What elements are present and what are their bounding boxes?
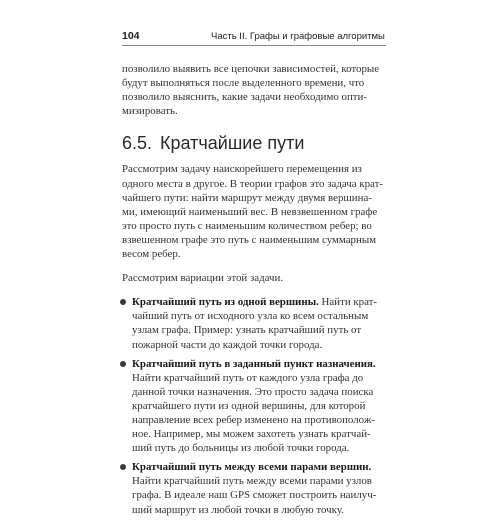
list-item	[122, 357, 386, 456]
section-number: 6.5.	[122, 133, 153, 154]
intro-paragraph: позволило выявить все цепочки зависимостей, которые будут выполняться после выделенного времени, что позволило выяснить, какие задачи необходимо опти- мизировать.	[122, 63, 380, 118]
paragraph-1: Рассмотрим задачу наискорейшего перемещения из одного места в другое. В теории графов это задача крат- чайшего пути: найти маршрут между двумя вершина- ми, имеющий наименьший вес. В невзвешенном графе это просто путь с наименьшим количеством ребер; во взвешенном графе это путь с наименьшим суммарным весом ребер.	[122, 163, 383, 261]
running-head: Часть II. Графы и графовые алгоритмы	[211, 31, 385, 42]
page-number: 104	[122, 30, 140, 42]
bullet-title: Кратчайший путь из одной вершины.	[132, 296, 319, 309]
bullet-text: Найти крат- чайший путь от исходного узла ко всем остальным узлам графа. Пример: узнать кратчайший путь от пожарной части до каждой точки города.	[132, 296, 378, 351]
paragraph-2: Рассмотрим вариации этой задачи.	[122, 272, 284, 285]
bullet-title: Кратчайший путь между всеми парами вершин.	[132, 461, 372, 474]
bullet-icon	[120, 299, 126, 305]
bullet-title: Кратчайший путь в заданный пункт назначения.	[132, 357, 376, 370]
bullet-list	[122, 295, 386, 516]
bullet-text: Найти кратчайший путь от каждого узла графа до данной точки назначения. Это просто задача поиска кратчайшего пути из одной вершины, для которой направление всех ребер изменено на противополож- ное. Например, мы можем захотеть узнать кратчай- ший путь до больницы из любой точки города.	[132, 371, 375, 455]
header-rule	[122, 45, 386, 46]
list-item	[122, 295, 386, 351]
bullet-icon	[120, 361, 126, 367]
bullet-icon	[120, 464, 126, 470]
section-heading	[122, 133, 386, 154]
page-content	[122, 62, 386, 522]
section-title: Кратчайшие пути	[160, 133, 305, 154]
bullet-text: Найти кратчайший путь между всеми парами узлов графа. В идеале наш GPS сможет построить наилуч- ший маршрут из любой точки в любую точку.	[132, 475, 377, 516]
list-item	[122, 460, 386, 516]
